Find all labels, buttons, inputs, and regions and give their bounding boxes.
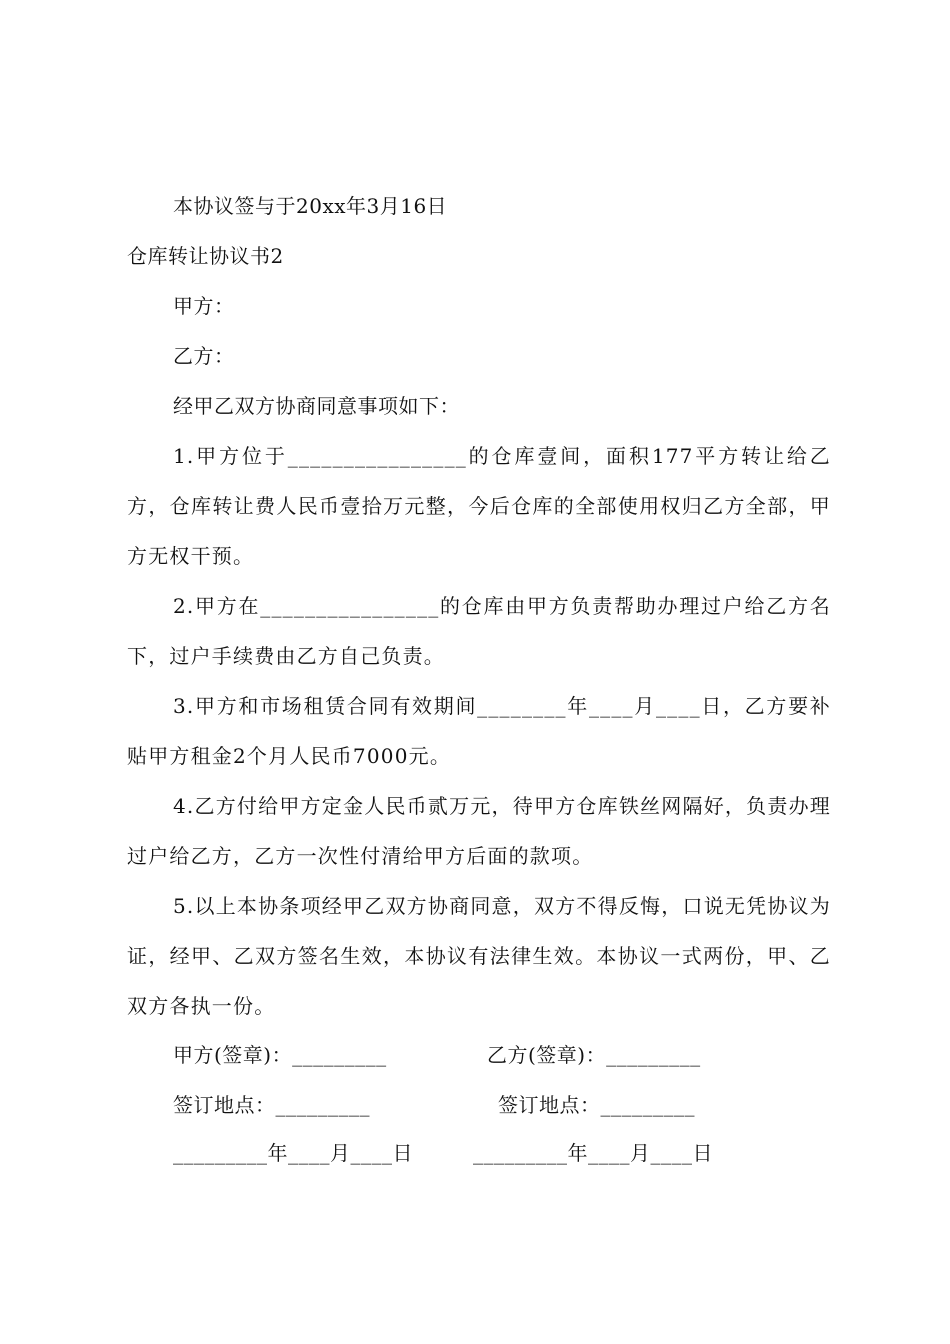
party-b-label: 乙方： xyxy=(173,344,235,368)
clause-3: 3.甲方和市场租赁合同有效期间________年____月____日，乙方要补贴甲方租金2个月人民币7000元。 xyxy=(127,694,831,768)
party-b-place: 签订地点：_________ xyxy=(498,1093,695,1117)
clause-1: 1.甲方位于________________的仓库壹间，面积177平方转让给乙方，仓库转让费人民币壹拾万元整，今后仓库的全部使用权归乙方全部，甲方无权干预。 xyxy=(127,444,831,568)
clause-4: 4.乙方付给甲方定金人民币贰万元，待甲方仓库铁丝网隔好，负责办理过户给乙方，乙方一次性付清给甲方后面的款项。 xyxy=(127,794,831,868)
party-b-signature: 乙方(签章)：_________ xyxy=(487,1043,701,1067)
party-a-date: _________年____月____日 xyxy=(173,1141,413,1165)
party-b-date: _________年____月____日 xyxy=(473,1141,713,1165)
party-a-signature: 甲方(签章)：_________ xyxy=(173,1043,387,1067)
intro-line: 经甲乙双方协商同意事项如下： xyxy=(173,394,460,418)
party-a-label: 甲方： xyxy=(173,294,235,318)
party-a-place: 签订地点：_________ xyxy=(173,1093,370,1117)
clause-5: 5.以上本协条项经甲乙双方协商同意，双方不得反悔，口说无凭协议为证，经甲、乙双方签名生效，本协议有法律生效。本协议一式两份，甲、乙双方各执一份。 xyxy=(127,894,831,1018)
document-title: 仓库转让协议书2 xyxy=(127,244,284,268)
clause-2: 2.甲方在________________的仓库由甲方负责帮助办理过户给乙方名下，过户手续费由乙方自己负责。 xyxy=(127,594,831,668)
signed-date-line: 本协议签与于20xx年3月16日 xyxy=(173,194,448,218)
